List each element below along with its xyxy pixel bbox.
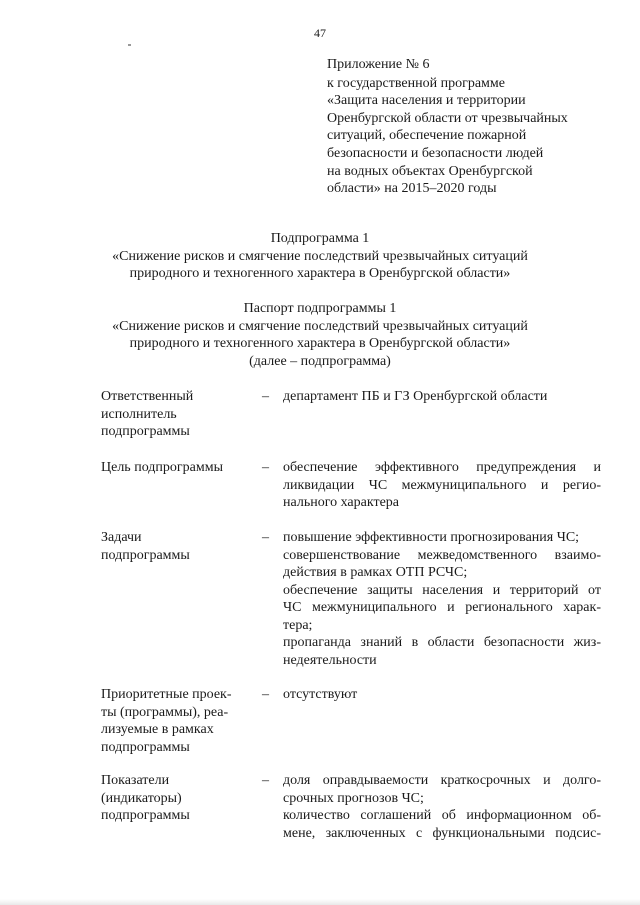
heading-line: природного и техногенного характера в Оренбургской области» — [129, 336, 511, 351]
heading-line: «Снижение рисков и смягчение последствий чрезвычайных ситуаций — [112, 248, 528, 264]
value-line: департамент ПБ и ГЗ Оренбургской области — [283, 389, 548, 404]
row-dash: – — [262, 460, 269, 475]
value-line: обеспечение защиты населения и территорий от — [283, 582, 601, 598]
value-line: срочных прогнозов ЧС; — [283, 790, 424, 806]
appendix-line: области» на 2015–2020 годы — [327, 181, 497, 197]
value-line: повышение эффективности прогнозирования ЧС; — [283, 530, 580, 545]
row-label — [101, 459, 251, 477]
value-line: мене, заключенных с функциональными подсис- — [283, 825, 601, 841]
label-line: (индикаторы) — [101, 790, 182, 806]
label-line: ты (программы), реа- — [101, 704, 229, 720]
passport-heading — [0, 300, 640, 370]
row-value — [283, 459, 601, 512]
heading-line: Подпрограмма 1 — [270, 231, 370, 246]
heading-line: «Снижение рисков и смягчение последствий чрезвычайных ситуаций — [112, 318, 528, 334]
label-line: Ответственный — [101, 389, 194, 404]
page-bottom-edge — [0, 899, 640, 905]
row-value — [283, 529, 601, 669]
label-line: исполнитель — [101, 406, 177, 422]
scan-artifact — [128, 44, 131, 46]
label-line: подпрограммы — [101, 808, 190, 823]
value-line: доля оправдываемости краткосрочных и долго- — [283, 773, 601, 788]
label-line: Приоритетные проек- — [101, 687, 232, 702]
row-dash: – — [262, 530, 269, 545]
value-line: тера; — [283, 617, 313, 633]
page-number: 47 — [314, 26, 326, 40]
label-line: лизуемые в рамках — [101, 722, 214, 737]
row-dash: – — [262, 389, 269, 404]
row-value — [283, 686, 601, 704]
value-line: отсутствуют — [283, 687, 358, 702]
value-line: пропаганда знаний в области безопасности жиз- — [283, 635, 601, 650]
appendix-line: Оренбургской области от чрезвычайных — [327, 110, 568, 126]
subprogram-heading — [0, 230, 640, 283]
value-line: ликвидации ЧС межмуниципального и регио- — [283, 477, 601, 493]
heading-line: Паспорт подпрограммы 1 — [243, 301, 397, 316]
row-label — [101, 388, 251, 441]
row-dash: – — [262, 687, 269, 702]
row-dash: – — [262, 773, 269, 788]
label-line: Показатели — [101, 773, 170, 788]
value-line: действия в рамках ОТП РСЧС; — [283, 565, 468, 580]
heading-line: природного и техногенного характера в Оренбургской области» — [129, 266, 511, 281]
appendix-line: Приложение № 6 — [327, 57, 430, 72]
appendix-line: на водных объектах Оренбургской — [327, 163, 533, 179]
appendix-line: безопасности и безопасности людей — [327, 145, 544, 161]
value-line: нального характера — [283, 495, 399, 510]
value-line: количество соглашений об информационном об- — [283, 808, 601, 823]
row-label — [101, 686, 251, 756]
value-line: совершенствование межведомственного взаимо- — [283, 547, 601, 563]
appendix-line: к государственной программе — [327, 75, 505, 91]
appendix-line: «Защита населения и территории — [327, 93, 526, 109]
label-line: подпрограммы — [101, 424, 190, 439]
label-line: Задачи — [101, 530, 142, 545]
heading-line: (далее – подпрограмма) — [249, 353, 391, 369]
row-label — [101, 529, 251, 564]
appendix-line: ситуаций, обеспечение пожарной — [327, 128, 527, 144]
label-line: подпрограммы — [101, 547, 190, 563]
label-line: подпрограммы — [101, 739, 190, 755]
value-line: недеятельности — [283, 652, 377, 668]
value-line: ЧС межмуниципального и регионального харак- — [283, 600, 601, 615]
row-value — [283, 388, 601, 406]
row-value — [283, 772, 601, 842]
row-label — [101, 772, 251, 825]
value-line: обеспечение эффективного предупреждения и — [283, 460, 601, 475]
label-line: Цель подпрограммы — [101, 460, 223, 475]
appendix-block — [327, 56, 597, 198]
